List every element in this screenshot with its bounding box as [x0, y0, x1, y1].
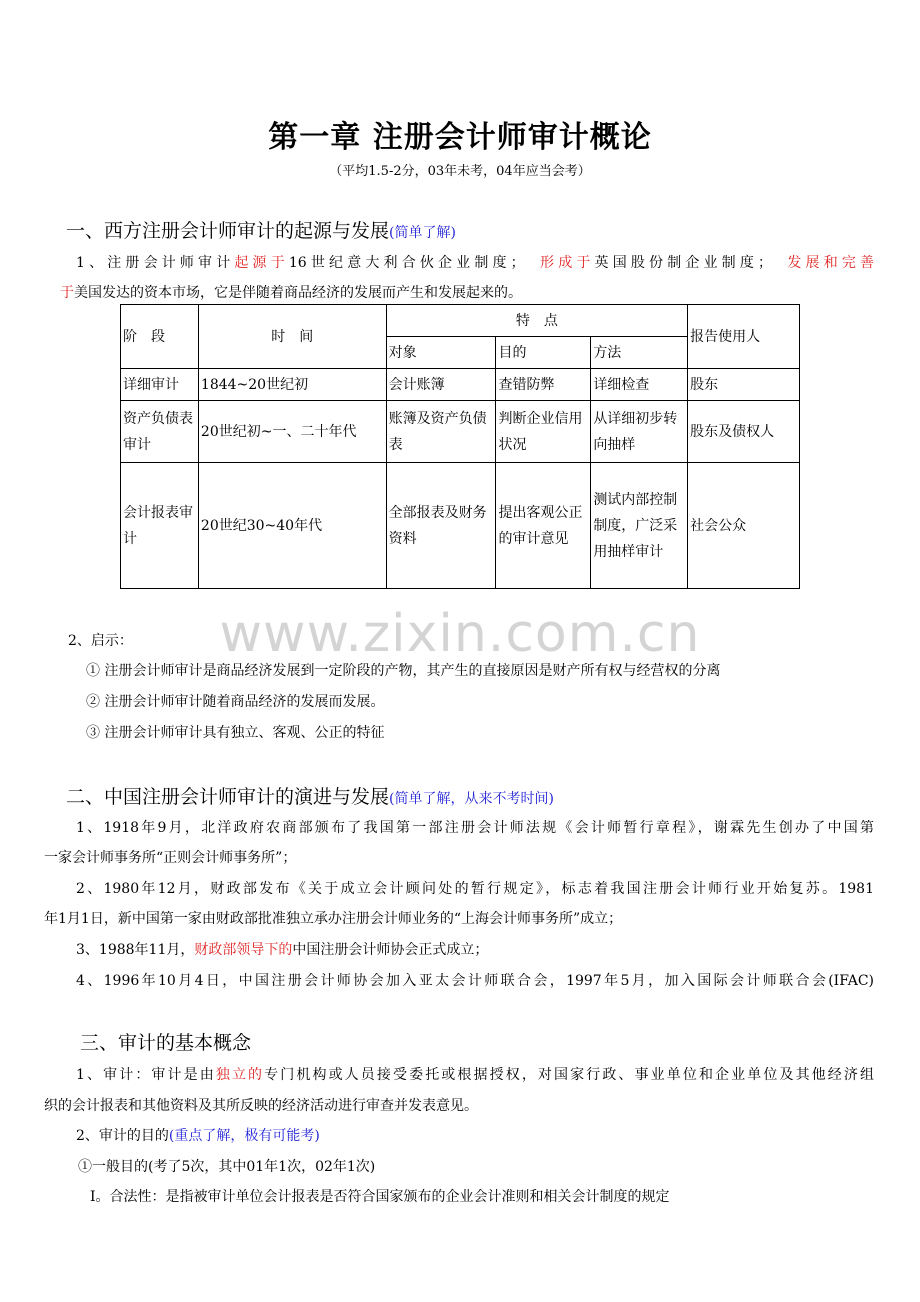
- section3-note: (重点了解，极有可能考): [168, 1128, 320, 1144]
- highlight-formed: 形成于: [540, 255, 595, 271]
- header-users: 报告使用人: [688, 305, 800, 369]
- header-features: 特 点: [386, 305, 688, 337]
- highlight-independent: 独立的: [215, 1067, 265, 1083]
- cell-time: 20世纪30~40年代: [198, 463, 386, 589]
- section2-heading: 二、中国注册会计师审计的演进与发展: [66, 786, 390, 808]
- cell-purpose: 提出客观公正的审计意见: [496, 463, 591, 589]
- section2-paragraph: 年1月1日，新中国第一家由财政部批准独立承办注册会计师业务的“上海会计师事务所”成立；: [44, 911, 623, 927]
- text-run: 2、审计的目的: [76, 1128, 169, 1144]
- section2-paragraph: 1、1918年9月，北洋政府农商部颁布了我国第一部注册会计师法规《会计师暂行章程》，谢霖先生创办了中国第: [76, 820, 874, 836]
- text-run: 英国股份制企业制度；: [594, 255, 766, 271]
- page-title: 第一章 注册会计师审计概论: [268, 120, 652, 155]
- inspire-item: ③ 注册会计师审计具有独立、客观、公正的特征: [86, 725, 385, 741]
- text-run: 美国发达的资本市场，它是伴随着商品经济的发展而产生和发展起来的。: [74, 285, 522, 301]
- text-run: 3、1988年11月，: [76, 942, 195, 958]
- section3-paragraph: [76, 1064, 874, 1084]
- section2-paragraph: 2、1980年12月，财政部发布《关于成立会计顾问处的暂行规定》，标志着我国注册会计师行业开始复苏。1981: [76, 881, 874, 897]
- cell-purpose: 查错防弊: [496, 369, 591, 401]
- highlight-ministry: 财政部领导下的: [194, 942, 293, 958]
- audit-stages-table: [120, 304, 800, 589]
- cell-object: 全部报表及财务资料: [386, 463, 496, 589]
- cell-method: 测试内部控制制度，广泛采用抽样审计: [591, 463, 688, 589]
- section1-note: (简单了解): [389, 225, 456, 241]
- cell-object: 会计账簿: [386, 369, 496, 401]
- header-time: 时 间: [198, 305, 386, 369]
- section2-heading-block: [66, 782, 554, 809]
- table-row: [121, 463, 800, 589]
- highlight-origin: 起源于: [234, 255, 289, 271]
- cell-time: 1844~20世纪初: [198, 369, 386, 401]
- table-row: [121, 369, 800, 401]
- inspire-item: ① 注册会计师审计是商品经济发展到一定阶段的产物，其产生的直接原因是财产所有权与经营权的分离: [86, 663, 721, 679]
- table-row: [121, 401, 800, 463]
- section1-paragraph-line1: [76, 252, 874, 272]
- cell-time: 20世纪初~一、二十年代: [198, 401, 386, 463]
- cell-method: 从详细初步转向抽样: [591, 401, 688, 463]
- section3-paragraph: Ⅰ。合法性：是指被审计单位会计报表是否符合国家颁布的企业会计准则和相关会计制度的规定: [90, 1189, 670, 1205]
- highlight-developed-tail: 于: [60, 285, 74, 301]
- header-method: 方法: [591, 337, 688, 369]
- cell-purpose: 判断企业信用状况: [496, 401, 591, 463]
- header-object: 对象: [386, 337, 496, 369]
- section2-paragraph: 4、1996年10月4日，中国注册会计师协会加入亚太会计师联合会，1997年5月，加入国际会计师联合会(IFAC): [76, 973, 874, 989]
- cell-stage: 会计报表审计: [121, 463, 199, 589]
- section1-heading: 一、西方注册会计师审计的起源与发展: [66, 220, 390, 242]
- text-run: 1、注册会计师审计: [76, 255, 235, 271]
- page-subtitle: （平均1.5-2分，03年未考，04年应当会考）: [329, 164, 591, 179]
- highlight-developed: 发展和完善: [787, 255, 875, 271]
- watermark: www.zixin.com.cn: [219, 604, 701, 664]
- text-run: 中国注册会计师协会正式成立；: [292, 942, 489, 958]
- section1-heading-block: [66, 216, 456, 243]
- cell-object: 账簿及资产负债表: [386, 401, 496, 463]
- section3-paragraph: 织的会计报表和其他资料及其所反映的经济活动进行审查并发表意见。: [44, 1098, 478, 1114]
- section3-heading: 三、审计的基本概念: [80, 1032, 252, 1054]
- inspire-label: 2、启示：: [68, 633, 133, 649]
- cell-stage: 资产负债表审计: [121, 401, 199, 463]
- header-stage: 阶 段: [121, 305, 199, 369]
- section2-paragraph: 一家会计师事务所“正则会计师事务所”；: [44, 850, 297, 866]
- section2-note: (简单了解，从来不考时间): [389, 791, 554, 807]
- cell-users: 社会公众: [688, 463, 800, 589]
- text-run: 专门机构或人员接受委托或根据授权，对国家行政、事业单位和企业单位及其他经济组: [264, 1067, 874, 1083]
- section2-paragraph: [76, 939, 488, 959]
- header-purpose: 目的: [496, 337, 591, 369]
- cell-stage: 详细审计: [121, 369, 199, 401]
- section1-paragraph-line2: [60, 282, 522, 302]
- section3-paragraph: ①一般目的(考了5次，其中01年1次，02年1次): [78, 1159, 376, 1175]
- cell-users: 股东及债权人: [688, 401, 800, 463]
- inspire-item: ② 注册会计师审计随着商品经济的发展而发展。: [86, 694, 385, 710]
- text-run: 16世纪意大利合伙企业制度；: [288, 255, 518, 271]
- section3-paragraph: [76, 1125, 320, 1145]
- cell-users: 股东: [688, 369, 800, 401]
- text-run: 1、审计：审计是由: [76, 1067, 216, 1083]
- cell-method: 详细检查: [591, 369, 688, 401]
